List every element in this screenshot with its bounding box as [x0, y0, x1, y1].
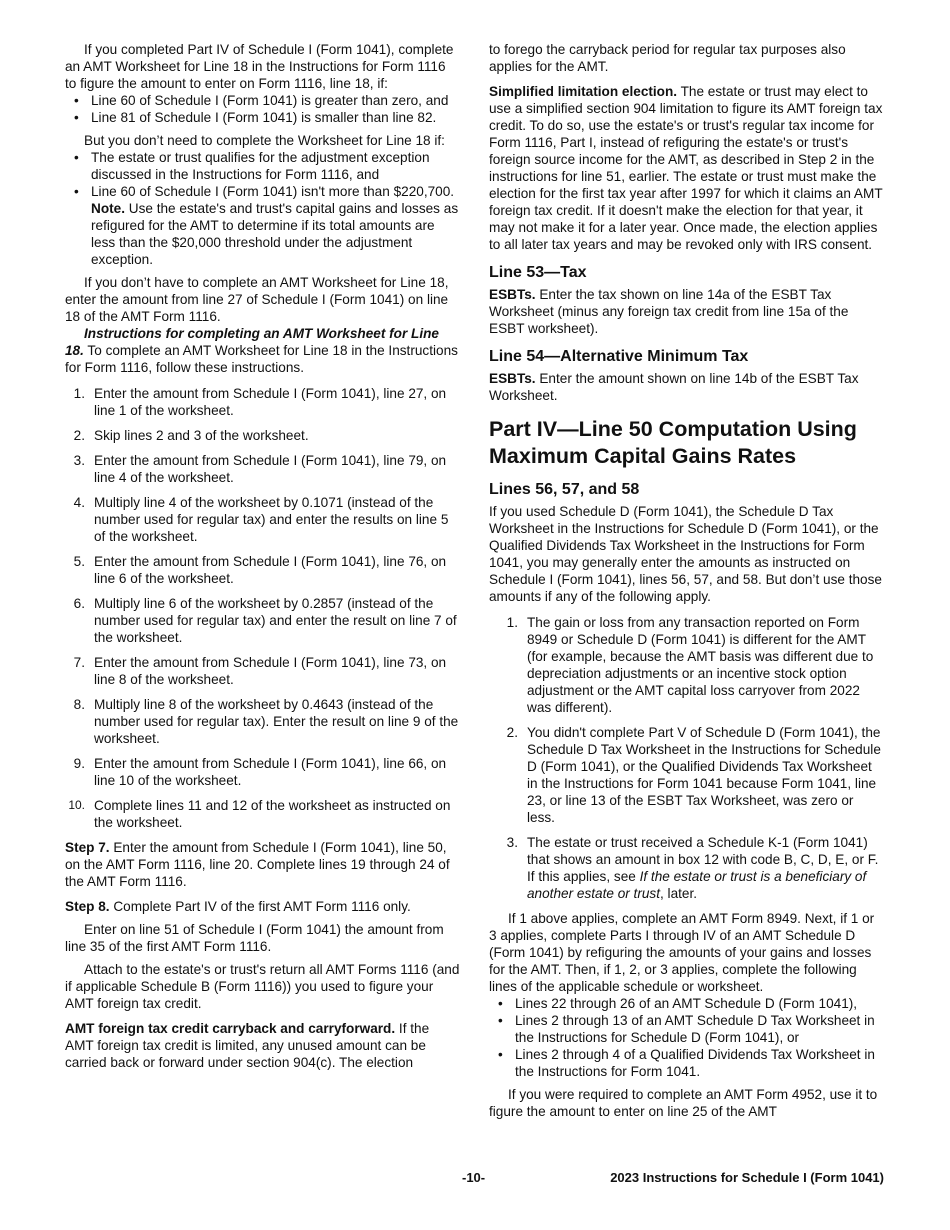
item-text: You didn't complete Part V of Schedule D (Form 1041), the Schedule D Tax Worksheet in the Instructions for Schedule D (Form 1041), or the Qualified Dividends Tax Worksheet in the Instructions for Form 1041 because Form 1041, line 23, or line 13 of the ESBT Tax Worksheet, was zero or less.	[527, 725, 881, 825]
bullet-list	[65, 92, 460, 126]
esbt-label: ESBTs.	[489, 287, 536, 302]
paragraph: If you completed Part IV of Schedule I (Form 1041), complete an AMT Worksheet for Line 18 in the Instructions for Form 1116 to figure the amount to enter on Form 1116, line 18, if:	[65, 42, 454, 91]
item-text: Multiply line 4 of the worksheet by 0.1071 (instead of the number used for regular tax) and enter the results on line 5 of the worksheet.	[94, 495, 449, 544]
carryback-label: AMT foreign tax credit carryback and carryforward.	[65, 1021, 396, 1036]
item-text: Enter the amount from Schedule I (Form 1041), line 66, on line 10 of the worksheet.	[94, 756, 447, 788]
list-item	[65, 553, 460, 587]
paragraph: Enter on line 51 of Schedule I (Form 1041) the amount from line 35 of the first AMT Form 1116.	[65, 922, 444, 954]
bullet-item: • The estate or trust qualifies for the adjustment exception discussed in the Instructions for Form 1116, and	[65, 149, 460, 183]
heading-line54: Line 54—Alternative Minimum Tax	[489, 348, 749, 365]
item-text: Enter the amount from Schedule I (Form 1041), line 79, on line 4 of the worksheet.	[94, 453, 447, 485]
bullet-item: • Line 60 of Schedule I (Form 1041) isn't more than $220,700.	[65, 183, 460, 200]
list-item	[65, 696, 460, 747]
list-item	[65, 427, 460, 444]
carryback-text: If the AMT foreign tax credit is limited, any unused amount can be carried back or forward under section 904(c). The election	[65, 1021, 430, 1070]
left-column	[65, 41, 460, 1071]
step7-paragraph	[65, 839, 460, 890]
item-number: 1.	[506, 615, 518, 630]
paragraph: If you used Schedule D (Form 1041), the Schedule D Tax Worksheet in the Instructions for Schedule D (Form 1041), or the Qualified Dividends Tax Worksheet in the Instructions for Form 1041, you may generally enter the amounts as instructed on Schedule I (Form 1041), lines 56, 57, and 58. But don’t use those amounts if any of the following apply.	[489, 504, 882, 604]
item-number: 8.	[73, 697, 85, 712]
list-item	[65, 494, 460, 545]
simplified-paragraph	[489, 83, 884, 253]
footer-title: 2023 Instructions for Schedule I (Form 1041)	[610, 1170, 884, 1185]
item-number: 6.	[73, 596, 85, 611]
numbered-list	[65, 385, 460, 831]
item-number: 9.	[73, 756, 85, 771]
item-number: 3.	[506, 835, 518, 850]
paragraph: If you don’t have to complete an AMT Worksheet for Line 18, enter the amount from line 27 of Schedule I (Form 1041) on line 18 of the AMT Form 1116.	[65, 275, 449, 324]
heading-lines-56-58: Lines 56, 57, and 58	[489, 481, 640, 498]
item-text: Enter the amount from Schedule I (Form 1041), line 76, on line 6 of the worksheet.	[94, 554, 447, 586]
right-column	[489, 41, 884, 1120]
bullet-item: • Lines 2 through 13 of an AMT Schedule D Tax Worksheet in the Instructions for Schedule D (Form 1041), or	[489, 1012, 884, 1046]
item-text-end: , later.	[660, 886, 698, 901]
esbt-text: Enter the amount shown on line 14b of the ESBT Tax Worksheet.	[489, 371, 859, 403]
list-item	[498, 614, 884, 716]
item-text: Complete lines 11 and 12 of the worksheet as instructed on the worksheet.	[94, 798, 451, 830]
list-item	[498, 834, 884, 902]
step8-label: Step 8.	[65, 899, 110, 914]
bullet-item: • Lines 2 through 4 of a Qualified Dividends Tax Worksheet in the Instructions for Form 1041.	[489, 1046, 884, 1080]
paragraph: If you were required to complete an AMT Form 4952, use it to figure the amount to enter on line 25 of the AMT	[489, 1087, 878, 1119]
item-number: 1.	[73, 386, 85, 401]
bullet-item: • Line 81 of Schedule I (Form 1041) is smaller than line 82.	[65, 109, 460, 126]
bullet-item: • Line 60 of Schedule I (Form 1041) is greater than zero, and	[65, 92, 460, 109]
instructions-text: To complete an AMT Worksheet for Line 18 in the Instructions for Form 1116, follow these instructions.	[65, 343, 458, 375]
paragraph: Attach to the estate's or trust's return all AMT Forms 1116 (and if applicable Schedule B (Form 1116)) you used to figure your AMT foreign tax credit.	[65, 962, 460, 1011]
item-number: 2.	[506, 725, 518, 740]
list-item	[65, 755, 460, 789]
note-paragraph	[65, 200, 460, 268]
instructions-paragraph	[65, 325, 460, 376]
step8-paragraph	[65, 898, 460, 915]
item-italic-ref: If the estate or trust is a beneficiary of another estate or trust	[527, 869, 867, 901]
item-number: 4.	[73, 495, 85, 510]
note-text: Use the estate's and trust's capital gains and losses as refigured for the AMT to determine if its total amounts are less than the $20,000 threshold under the adjustment exception.	[91, 201, 459, 267]
page-number: -10-	[462, 1170, 486, 1185]
item-number: 2.	[73, 428, 85, 443]
item-number: 3.	[73, 453, 85, 468]
step7-label: Step 7.	[65, 840, 110, 855]
esbt-paragraph	[489, 286, 884, 337]
step8-text: Complete Part IV of the first AMT Form 1116 only.	[109, 899, 411, 914]
note-label: Note.	[91, 201, 125, 216]
item-text: Enter the amount from Schedule I (Form 1041), line 73, on line 8 of the worksheet.	[94, 655, 447, 687]
item-text: Multiply line 8 of the worksheet by 0.4643 (instead of the number used for regular tax). Enter the result on line 9 of the worksheet.	[94, 697, 459, 746]
list-item	[65, 452, 460, 486]
list-item	[498, 724, 884, 826]
bullet-list	[65, 149, 460, 200]
item-number: 7.	[73, 655, 85, 670]
bullet-list	[489, 995, 884, 1080]
item-text: Enter the amount from Schedule I (Form 1041), line 27, on line 1 of the worksheet.	[94, 386, 447, 418]
paragraph: to forego the carryback period for regular tax purposes also applies for the AMT.	[489, 42, 846, 74]
step7-text: Enter the amount from Schedule I (Form 1041), line 50, on the AMT Form 1116, line 20. Complete lines 19 through 24 of the AMT Form 1116.	[65, 840, 450, 889]
bullet-item: • Lines 22 through 26 of an AMT Schedule D (Form 1041),	[489, 995, 884, 1012]
heading-part4: Part IV—Line 50 Computation Using Maximum Capital Gains Rates	[489, 417, 857, 468]
instructions-label: Instructions for completing an AMT Worksheet for Line 18.	[65, 326, 439, 358]
esbt-text: Enter the tax shown on line 14a of the ESBT Tax Worksheet (minus any foreign tax credit from line 15a of the ESBT worksheet).	[489, 287, 849, 336]
list-item	[65, 797, 460, 831]
item-text: The gain or loss from any transaction reported on Form 8949 or Schedule D (Form 1041) is different for the AMT (for example, because the AMT basis was different due to depreciation adjustments or an incentive stock option adjustment or the AMT capital loss carryover from 2022 was different).	[527, 615, 874, 715]
paragraph: If 1 above applies, complete an AMT Form 8949. Next, if 1 or 3 applies, complete Parts I through IV of an AMT Schedule D (Form 1041) by refiguring the amounts of your gains and losses for the AMT. Then, if 1, 2, or 3 applies, complete the following lines of the applicable schedule or worksheet.	[489, 911, 875, 994]
item-text: The estate or trust received a Schedule K-1 (Form 1041) that shows an amount in box 12 with code B, C, D, E, or F. If this applies, see	[527, 835, 879, 884]
numbered-list	[489, 614, 884, 902]
esbt-label: ESBTs.	[489, 371, 536, 386]
item-text: Skip lines 2 and 3 of the worksheet.	[94, 428, 309, 443]
simplified-label: Simplified limitation election.	[489, 84, 678, 99]
item-number: 5.	[73, 554, 85, 569]
list-item	[65, 595, 460, 646]
list-item	[65, 385, 460, 419]
item-number: 10.	[68, 798, 85, 812]
paragraph: But you don’t need to complete the Worksheet for Line 18 if:	[84, 133, 445, 148]
list-item	[65, 654, 460, 688]
esbt-paragraph	[489, 370, 884, 404]
simplified-text: The estate or trust may elect to use a simplified section 904 limitation to figure its AMT foreign tax credit. To do so, use the estate's or trust's regular tax income for Form 1116, Part I, instead of refiguring the estate's or trust's foreign source income for the AMT, as described in Step 2 in the instructions for line 51, earlier. The estate or trust must make the election for the first tax year after 1997 for which it claims an AMT foreign tax credit. If it doesn't make the election for that year, it may not make it for a later year. Once made, the election applies to all later tax years and may be revoked only with IRS consent.	[489, 84, 883, 252]
heading-line53: Line 53—Tax	[489, 264, 587, 281]
item-text: Multiply line 6 of the worksheet by 0.2857 (instead of the number used for regular tax) and enter the result on line 7 of the worksheet.	[94, 596, 457, 645]
carryback-paragraph	[65, 1020, 460, 1071]
